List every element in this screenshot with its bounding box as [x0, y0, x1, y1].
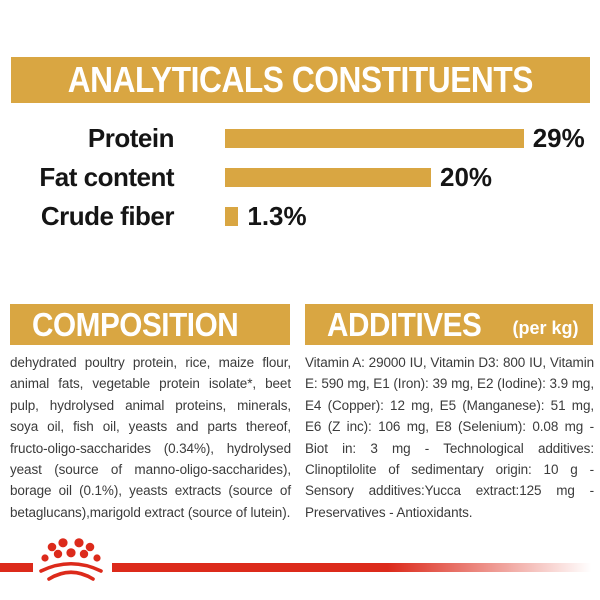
additives-title: ADDITIVES: [327, 305, 482, 343]
bar: [225, 168, 431, 187]
footer-red-line-right: [112, 563, 596, 572]
bar: [225, 207, 238, 226]
bar-value-label: 20%: [440, 162, 493, 192]
bar-category-label: Protein: [87, 123, 174, 153]
page-title: ANALYTICALS CONSTITUENTS: [67, 59, 534, 100]
analytical-constituents-header: [11, 57, 590, 103]
bar-category-label: Crude fiber: [40, 201, 174, 231]
additives-per-kg-label: (per kg): [512, 318, 579, 338]
additives-text: Vitamin A: 29000 IU, Vitamin D3: 800 IU, Vitamin E: 590 mg, E1 (Iron): 39 mg, E2 (Iodine): 3.9 mg, E4 (Copper): 12 mg, E5 (Manganese): 51 mg, E6 (Z inc): 106 mg, E8 (Selenium): 0.08 mg - Biot in: 3 mg - Technological additives: Clinoptilolite of sedimentary origin: 10 g - Sensory additives:Yucca extract:125 mg - Preservatives - Antioxidants.: [305, 355, 594, 520]
footer-red-line-left: [0, 563, 33, 572]
bar-chart: [0, 119, 600, 236]
composition-title: COMPOSITION: [32, 305, 239, 343]
bar-value-label: 29%: [532, 123, 585, 153]
royal-canin-crown-icon: [36, 537, 106, 589]
composition-text: dehydrated poultry protein, rice, maize flour, animal fats, vegetable protein isolate*, beet pulp, hydrolysed animal proteins, minerals, soya oil, fish oil, yeasts and parts thereof, fructo-oligo-saccharides (0.34%), hydrolysed yeast (source of manno-oligo-saccharides), borage oil (0.1%), yeasts extracts (source of betaglucans),marigold extract (source of lutein).: [10, 355, 291, 520]
chart-row: [0, 158, 600, 197]
chart-row: [0, 197, 600, 236]
composition-header: [10, 304, 290, 345]
bar: [225, 129, 524, 148]
additives-header: [305, 304, 593, 345]
bar-value-label: 1.3%: [247, 201, 307, 231]
bar-category-label: Fat content: [39, 162, 174, 192]
chart-row: [0, 119, 600, 158]
